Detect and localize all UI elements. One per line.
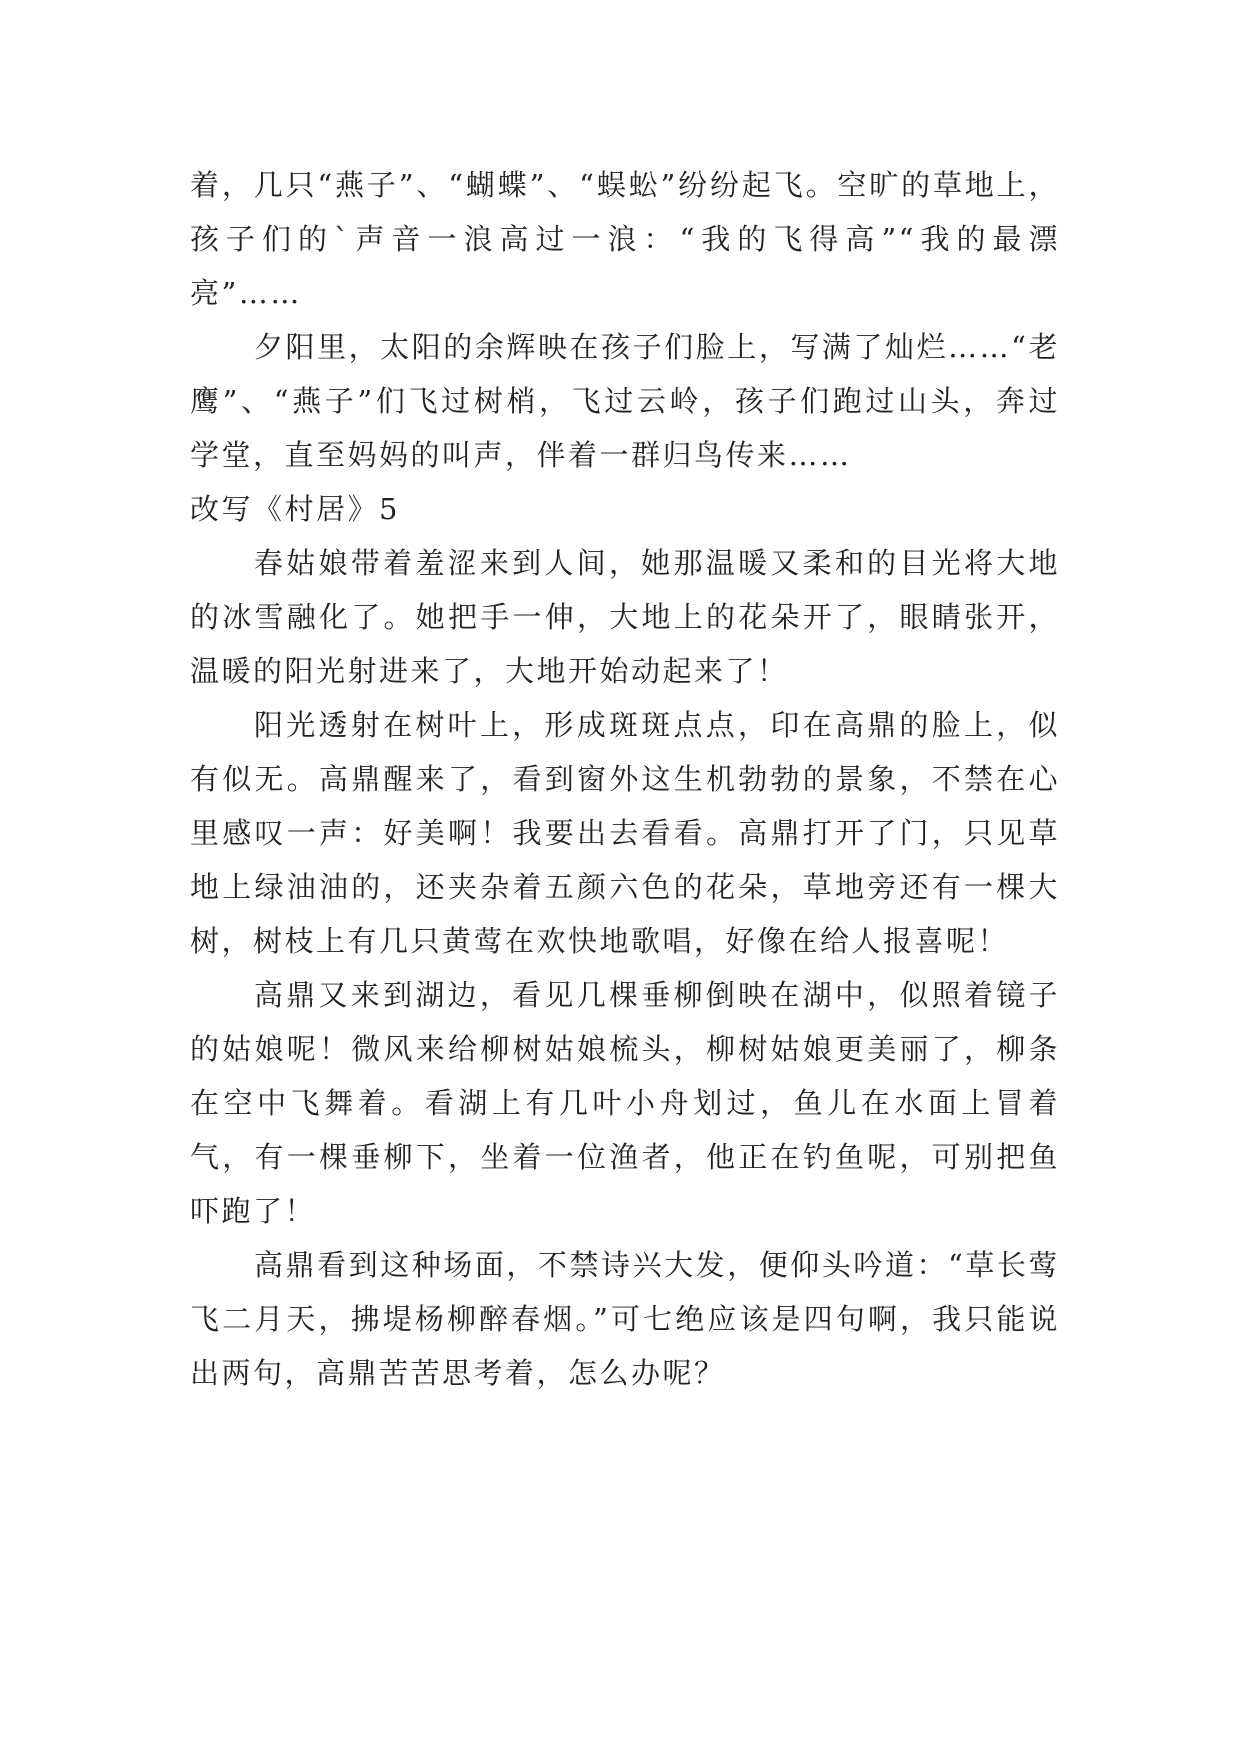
paragraph-poem: 高鼎看到这种场面，不禁诗兴大发，便仰头吟道：“草长莺飞二月天，拂堤杨柳醉春烟。”可七绝应该是四句啊，我只能说出两句，高鼎苦苦思考着，怎么办呢？ [190,1248,1060,1390]
paragraph-sunset: 夕阳里，太阳的余辉映在孩子们脸上，写满了灿烂……“老鹰”、“燕子”们飞过树梢，飞过云岭，孩子们跑过山头，奔过学堂，直至妈妈的叫声，伴着一群归鸟传来…… [190,330,1060,472]
section-title: 改写《村居》5 [190,492,400,526]
paragraph-spring: 春姑娘带着羞涩来到人间，她那温暖又柔和的目光将大地的冰雪融化了。她把手一伸，大地上的花朵开了，眼睛张开，温暖的阳光射进来了，大地开始动起来了！ [190,546,1060,688]
paragraph-continuation: 着，几只“燕子”、“蝴蝶”、“蜈蚣”纷纷起飞。空旷的草地上，孩子们的`声音一浪高过一浪：“我的飞得高”“我的最漂亮”…… [190,168,1060,310]
document-page [190,158,1060,1400]
paragraph-sunlight: 阳光透射在树叶上，形成斑斑点点，印在高鼎的脸上，似有似无。高鼎醒来了，看到窗外这生机勃勃的景象，不禁在心里感叹一声：好美啊！我要出去看看。高鼎打开了门，只见草地上绿油油的，还夹杂着五颜六色的花朵，草地旁还有一棵大树，树枝上有几只黄莺在欢快地歌唱，好像在给人报喜呢！ [190,708,1060,958]
paragraph-lake: 高鼎又来到湖边，看见几棵垂柳倒映在湖中，似照着镜子的姑娘呢！微风来给柳树姑娘梳头，柳树姑娘更美丽了，柳条在空中飞舞着。看湖上有几叶小舟划过，鱼儿在水面上冒着气，有一棵垂柳下，坐着一位渔者，他正在钓鱼呢，可别把鱼吓跑了！ [190,978,1060,1228]
